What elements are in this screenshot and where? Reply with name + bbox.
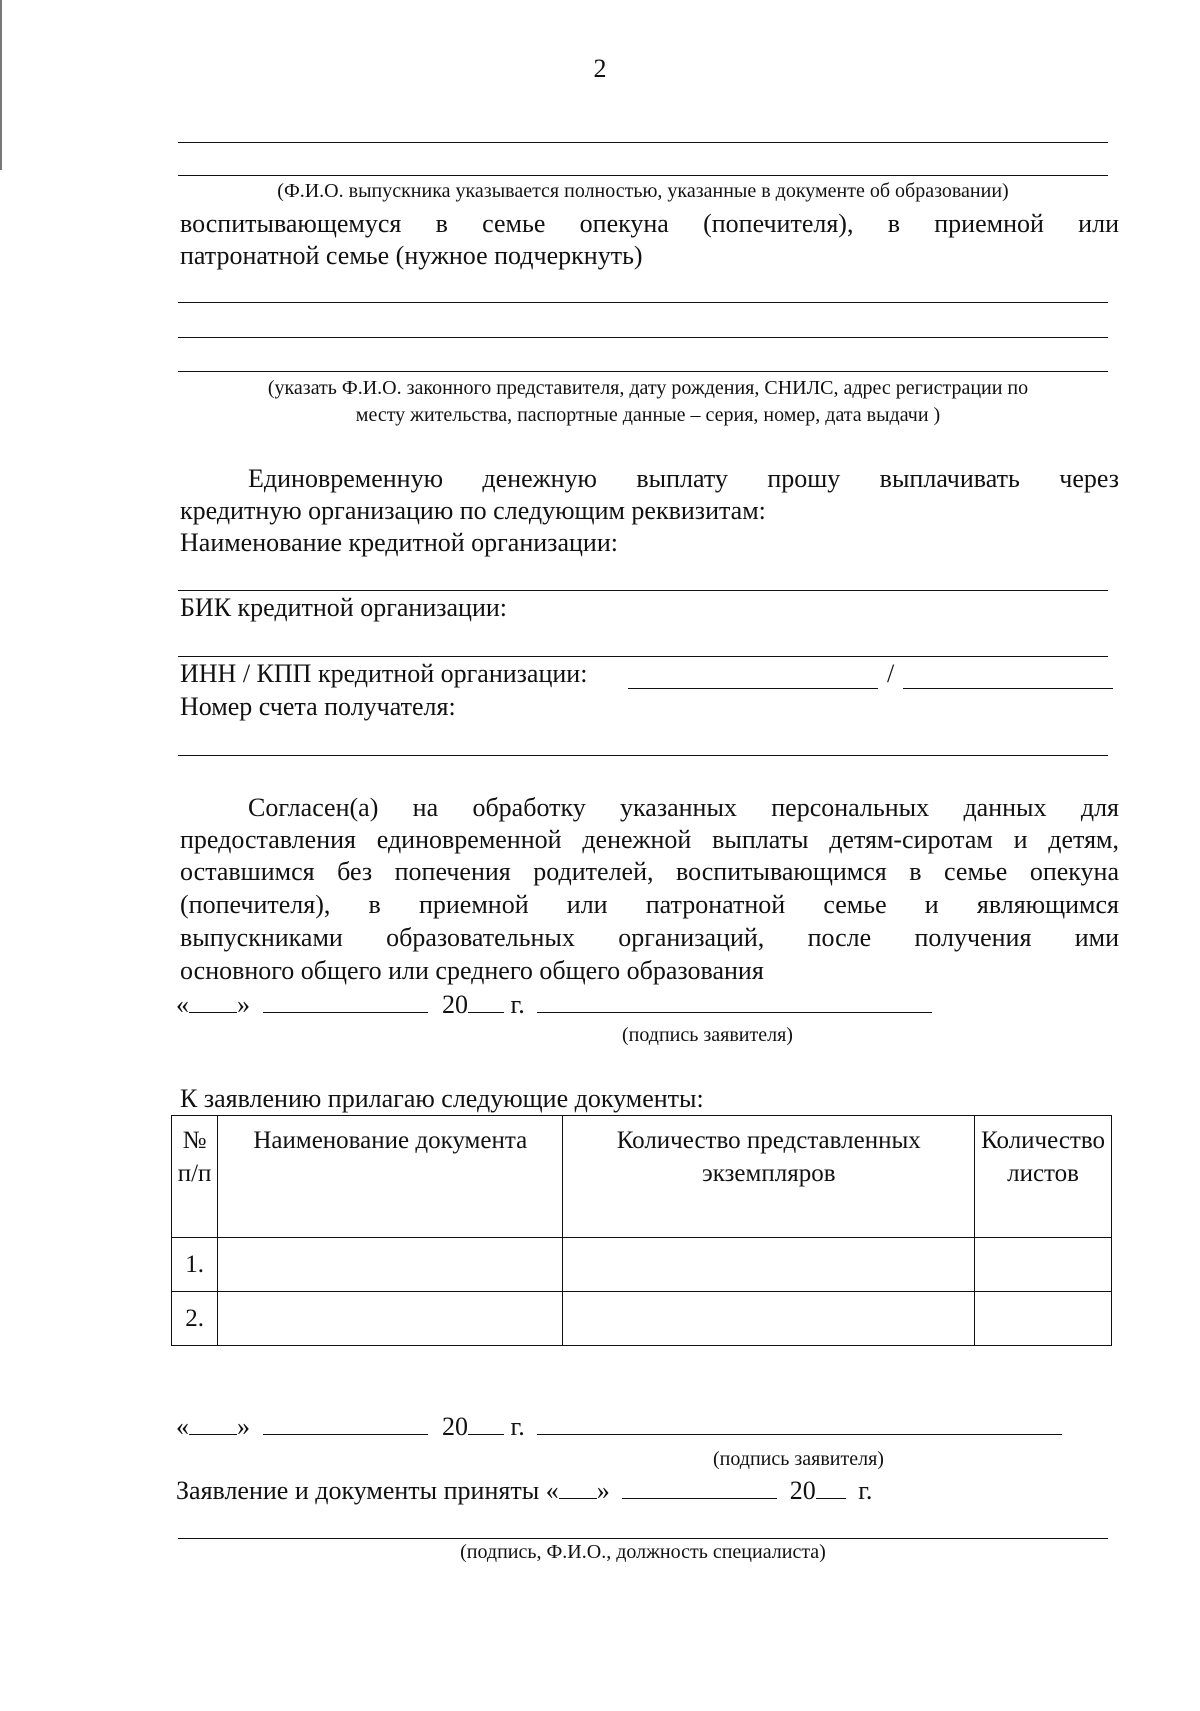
date-year-prefix: 20 bbox=[442, 1412, 468, 1441]
consent-day-field[interactable] bbox=[189, 988, 237, 1013]
graduate-name-line-2[interactable] bbox=[178, 175, 1108, 176]
application-signature-field[interactable] bbox=[537, 1410, 1062, 1435]
payment-request-line-2: кредитную организацию по следующим реквизитам: bbox=[180, 496, 766, 525]
bik-line[interactable] bbox=[178, 656, 1108, 657]
acceptance-day-field[interactable] bbox=[559, 1474, 597, 1499]
application-date-row bbox=[176, 1410, 1062, 1442]
row-sheets-count[interactable] bbox=[975, 1292, 1112, 1346]
consent-line-6: основного общего или среднего общего образования bbox=[180, 956, 764, 985]
date-year-prefix: 20 bbox=[442, 990, 468, 1019]
family-type-line-2: патронатной семье (нужное подчеркнуть) bbox=[180, 241, 643, 270]
graduate-name-hint: (Ф.И.О. выпускника указывается полностью, указанные в документе об образовании) bbox=[277, 180, 1009, 202]
consent-line-2: предоставления единовременной денежной выплаты детям-сиротам и детям, bbox=[180, 825, 1119, 854]
kpp-field-line[interactable] bbox=[903, 688, 1113, 689]
bank-name-label: Наименование кредитной организации: bbox=[180, 528, 618, 557]
date-year-suffix: г. bbox=[510, 1412, 525, 1441]
payment-request-line-1: Единовременную денежную выплату прошу выплачивать через bbox=[248, 464, 1119, 493]
graduate-name-line-1[interactable] bbox=[178, 142, 1108, 143]
inn-kpp-separator: / bbox=[887, 659, 895, 688]
row-copies-count[interactable] bbox=[563, 1238, 975, 1292]
bank-name-line[interactable] bbox=[178, 590, 1108, 591]
consent-line-1: Согласен(а) на обработку указанных персональных данных для bbox=[248, 793, 1119, 822]
consent-signature-label: (подпись заявителя) bbox=[622, 1024, 793, 1046]
date-close-quote: » bbox=[596, 1476, 610, 1505]
table-row bbox=[172, 1292, 1112, 1346]
header-number: № п/п bbox=[172, 1116, 218, 1238]
date-year-suffix: г. bbox=[858, 1476, 873, 1505]
header-sheets-count: Количество листов bbox=[975, 1116, 1112, 1238]
account-number-label: Номер счета получателя: bbox=[180, 692, 456, 721]
page-number: 2 bbox=[593, 54, 607, 83]
table-header-row bbox=[172, 1116, 1112, 1238]
row-number: 2. bbox=[172, 1292, 218, 1346]
account-number-line[interactable] bbox=[178, 755, 1108, 756]
date-year-suffix: г. bbox=[510, 990, 525, 1019]
date-year-prefix: 20 bbox=[789, 1476, 816, 1505]
date-open-quote: « bbox=[176, 990, 189, 1019]
application-month-field[interactable] bbox=[263, 1410, 428, 1435]
representative-hint-line-2: месту жительства, паспортные данные – серия, номер, дата выдачи ) bbox=[355, 404, 941, 426]
row-sheets-count[interactable] bbox=[975, 1238, 1112, 1292]
consent-month-field[interactable] bbox=[263, 988, 428, 1013]
specialist-signature-hint: (подпись, Ф.И.О., должность специалиста) bbox=[460, 1541, 826, 1563]
representative-line-3[interactable] bbox=[178, 371, 1108, 372]
date-open-quote: « bbox=[176, 1412, 189, 1441]
inn-kpp-label: ИНН / КПП кредитной организации: bbox=[180, 659, 588, 688]
consent-line-4: (попечителя), в приемной или патронатной семье и являющимся bbox=[180, 890, 1119, 919]
date-close-quote: » bbox=[237, 990, 250, 1019]
application-year-field[interactable] bbox=[468, 1410, 504, 1435]
consent-date-row bbox=[176, 988, 932, 1020]
row-number: 1. bbox=[172, 1238, 218, 1292]
header-copies-count: Количество представленных экземпляров bbox=[563, 1116, 975, 1238]
row-copies-count[interactable] bbox=[563, 1292, 975, 1346]
family-type-line-1: воспитывающемуся в семье опекуна (попечителя), в приемной или bbox=[180, 209, 1119, 238]
consent-signature-field[interactable] bbox=[537, 988, 932, 1013]
header-document-name: Наименование документа bbox=[218, 1116, 563, 1238]
consent-line-3: оставшимся без попечения родителей, воспитывающимся в семье опекуна bbox=[180, 857, 1119, 886]
representative-line-1[interactable] bbox=[178, 302, 1108, 303]
bik-label: БИК кредитной организации: bbox=[180, 593, 508, 622]
date-open-quote: « bbox=[545, 1476, 559, 1505]
acceptance-year-field[interactable] bbox=[816, 1474, 846, 1499]
attachments-heading: К заявлению прилагаю следующие документы: bbox=[180, 1084, 704, 1113]
inn-field-line[interactable] bbox=[628, 688, 878, 689]
specialist-signature-line[interactable] bbox=[178, 1538, 1108, 1539]
date-close-quote: » bbox=[237, 1412, 250, 1441]
scan-margin-mark bbox=[0, 0, 2, 170]
row-document-name[interactable] bbox=[218, 1238, 563, 1292]
representative-hint-line-1: (указать Ф.И.О. законного представителя, дату рождения, СНИЛС, адрес регистрации по bbox=[267, 377, 1029, 399]
application-signature-label: (подпись заявителя) bbox=[713, 1448, 884, 1470]
acceptance-month-field[interactable] bbox=[622, 1474, 777, 1499]
table-row bbox=[172, 1238, 1112, 1292]
representative-line-2[interactable] bbox=[178, 337, 1108, 338]
application-day-field[interactable] bbox=[189, 1410, 237, 1435]
acceptance-label: Заявление и документы приняты bbox=[176, 1476, 540, 1505]
consent-line-5: выпускниками образовательных организаций, после получения ими bbox=[180, 923, 1119, 952]
consent-year-field[interactable] bbox=[468, 988, 504, 1013]
acceptance-row bbox=[176, 1474, 872, 1506]
attachments-table bbox=[171, 1115, 1112, 1346]
row-document-name[interactable] bbox=[218, 1292, 563, 1346]
